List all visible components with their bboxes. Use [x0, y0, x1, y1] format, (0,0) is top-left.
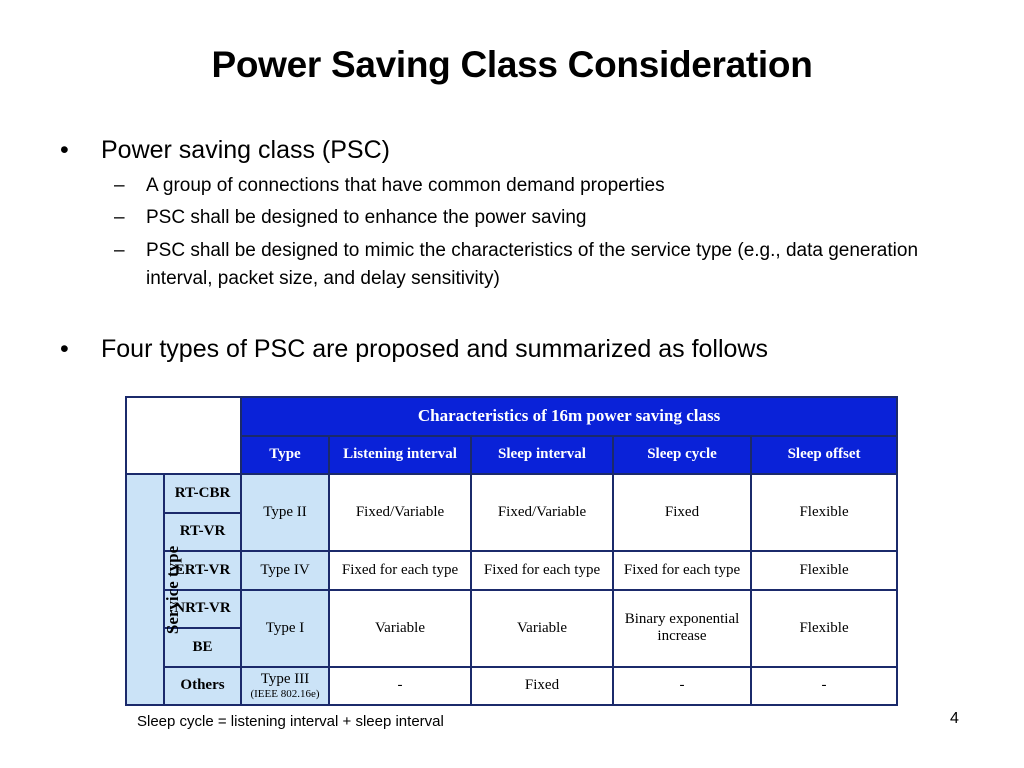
- cycle-cell: Binary exponential increase: [613, 590, 751, 667]
- sleep-cell: Fixed: [471, 667, 613, 706]
- service-cell: BE: [164, 628, 241, 667]
- sub-bullet-dash: –: [114, 240, 125, 261]
- table-corner: [126, 397, 241, 474]
- service-cell: RT-VR: [164, 513, 241, 552]
- bullet-text: Four types of PSC are proposed and summarized as follows: [101, 335, 768, 363]
- listening-cell: -: [329, 667, 471, 706]
- service-cell: Others: [164, 667, 241, 706]
- table-title-row: [126, 397, 897, 436]
- table-header-row: [126, 436, 897, 475]
- service-cell: ERT-VR: [164, 551, 241, 590]
- offset-cell: -: [751, 667, 897, 706]
- sleep-cell: Fixed for each type: [471, 551, 613, 590]
- cycle-cell: Fixed: [613, 474, 751, 551]
- footnote: Sleep cycle = listening interval + sleep interval: [137, 713, 444, 730]
- cycle-cell: Fixed for each type: [613, 551, 751, 590]
- cycle-cell: -: [613, 667, 751, 706]
- listening-cell: Fixed for each type: [329, 551, 471, 590]
- table-title: Characteristics of 16m power saving class: [241, 397, 897, 436]
- type-cell: Type IV: [241, 551, 329, 590]
- sleep-cell: Fixed/Variable: [471, 474, 613, 551]
- psc-table-container: [125, 396, 896, 706]
- type-cell: Type II: [241, 474, 329, 551]
- table-row: [126, 590, 897, 629]
- offset-cell: Flexible: [751, 551, 897, 590]
- bullet-dot: •: [60, 335, 69, 363]
- header-listening-interval: Listening interval: [329, 436, 471, 475]
- header-sleep-interval: Sleep interval: [471, 436, 613, 475]
- sub-bullet-text: A group of connections that have common demand properties: [146, 175, 665, 196]
- type-cell: [241, 667, 329, 706]
- listening-cell: Fixed/Variable: [329, 474, 471, 551]
- bullet-text: Power saving class (PSC): [101, 136, 390, 164]
- type-cell: Type I: [241, 590, 329, 667]
- sub-bullet-text: PSC shall be designed to mimic the characteristics of the service type (e.g., data generation interval, packet size, and delay sensitivity): [146, 240, 919, 289]
- psc-table: [125, 396, 898, 706]
- offset-cell: Flexible: [751, 590, 897, 667]
- offset-cell: Flexible: [751, 474, 897, 551]
- header-type: Type: [241, 436, 329, 475]
- service-type-label: [126, 474, 183, 705]
- slide-title: Power Saving Class Consideration: [211, 44, 813, 85]
- type-note: (IEEE 802.16e): [250, 688, 320, 701]
- sub-bullet-dash: –: [114, 207, 125, 228]
- sub-bullet-dash: –: [114, 175, 125, 196]
- sleep-cell: Variable: [471, 590, 613, 667]
- listening-cell: Variable: [329, 590, 471, 667]
- header-sleep-offset: Sleep offset: [751, 436, 897, 475]
- page-number: 4: [950, 710, 959, 727]
- service-type-label-text: Service type: [163, 545, 183, 634]
- table-row: [126, 667, 897, 706]
- service-cell: NRT-VR: [164, 590, 241, 629]
- table-row: [126, 551, 897, 590]
- sub-bullet-text: PSC shall be designed to enhance the power saving: [146, 207, 587, 228]
- header-sleep-cycle: Sleep cycle: [613, 436, 751, 475]
- service-cell: RT-CBR: [164, 474, 241, 513]
- table-row: [126, 474, 897, 513]
- bullet-dot: •: [60, 136, 69, 164]
- type-label: Type III: [260, 671, 310, 688]
